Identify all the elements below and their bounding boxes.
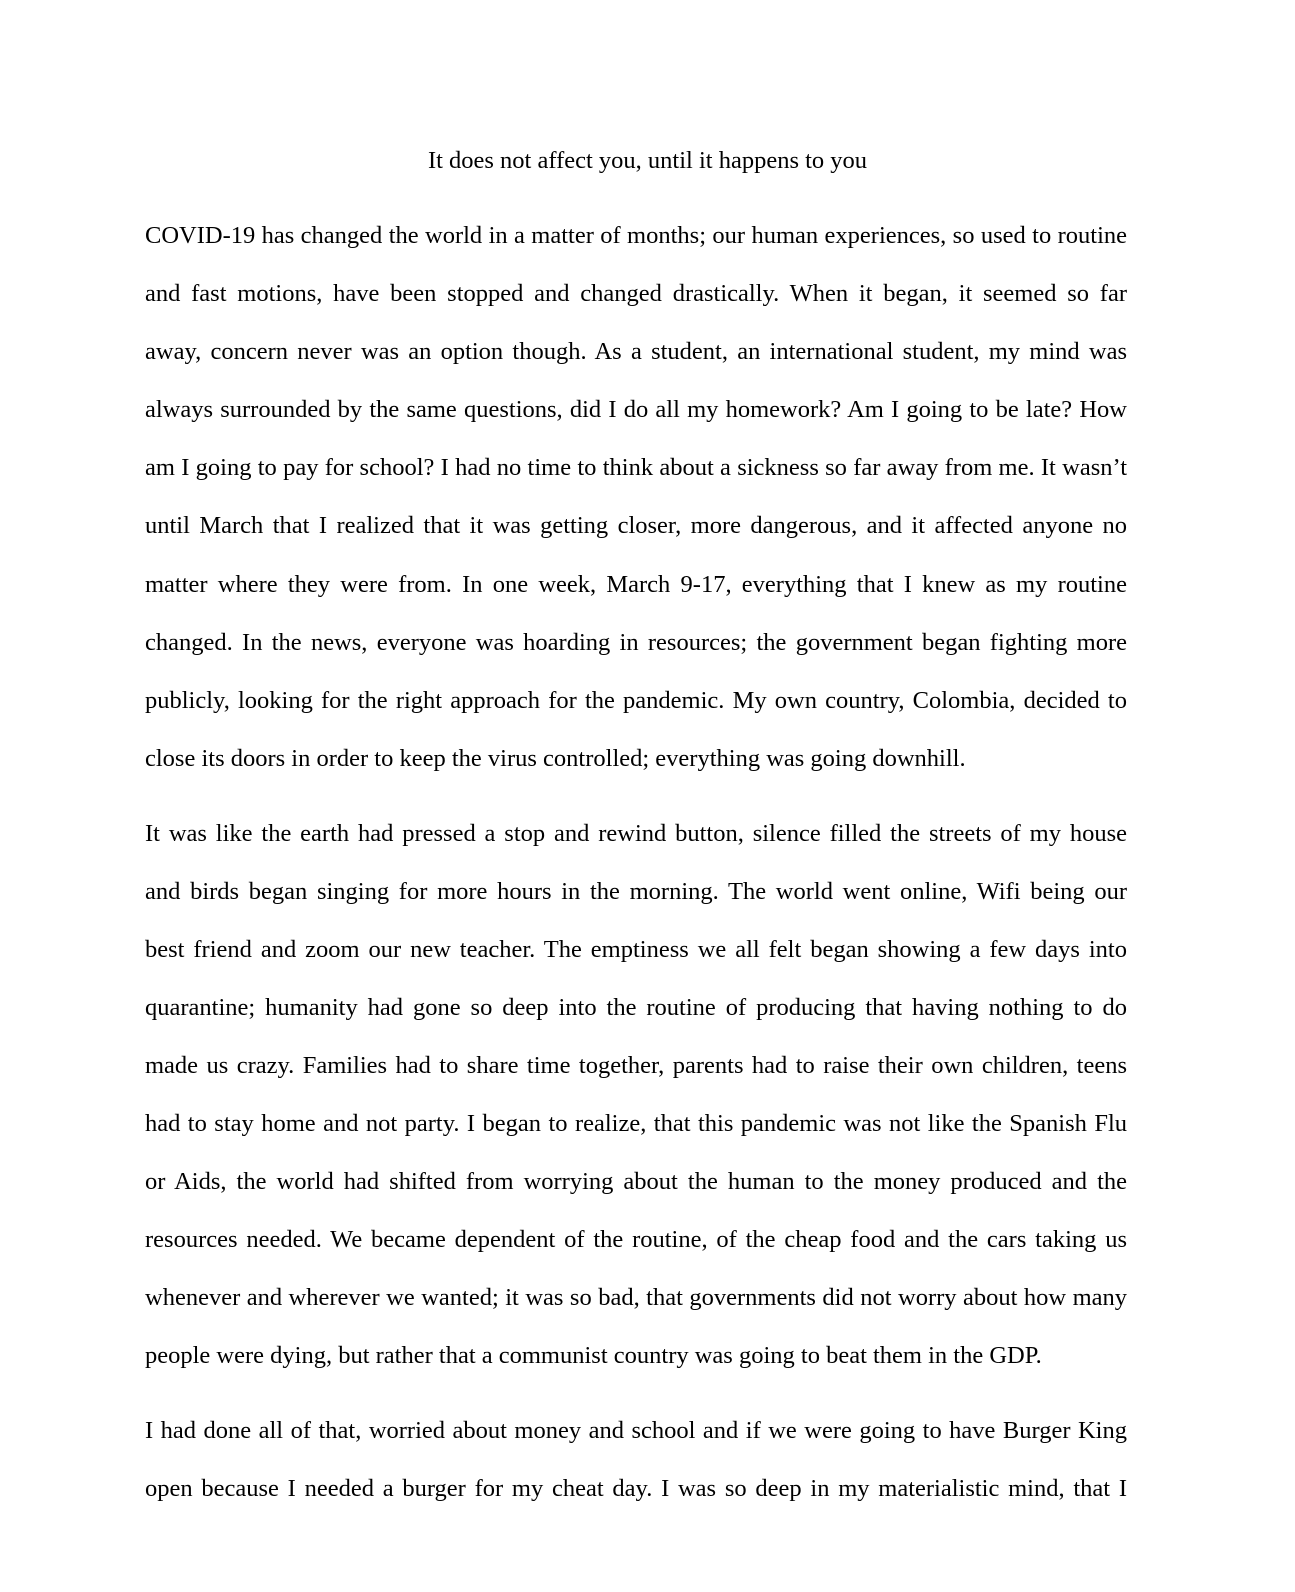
text-line: best friend and zoom our new teacher. The emptiness we all felt began showing a few days into [145, 936, 1127, 963]
text-line: resources needed. We became dependent of the routine, of the cheap food and the cars taking us [145, 1226, 1127, 1253]
text-line: matter where they were from. In one week, March 9-17, everything that I knew as my routine [145, 571, 1127, 598]
text-line: and birds began singing for more hours in the morning. The world went online, Wifi being our [145, 878, 1127, 905]
text-line: away, concern never was an option though. As a student, an international student, my mind was [145, 338, 1127, 365]
text-line: am I going to pay for school? I had no time to think about a sickness so far away from me. It wasn’t [145, 454, 1127, 481]
text-line: always surrounded by the same questions, did I do all my homework? Am I going to be late? How [145, 396, 1127, 423]
text-line: open because I needed a burger for my cheat day. I was so deep in my materialistic mind, that I [145, 1475, 1127, 1502]
text-line: or Aids, the world had shifted from worrying about the human to the money produced and the [145, 1168, 1127, 1195]
text-line: It was like the earth had pressed a stop and rewind button, silence filled the streets of my house [145, 820, 1127, 847]
text-line: I had done all of that, worried about money and school and if we were going to have Burger King [145, 1417, 1127, 1444]
document-title: It does not affect you, until it happens to you [427, 147, 868, 174]
text-line: quarantine; humanity had gone so deep into the routine of producing that having nothing to do [145, 994, 1127, 1021]
text-line: close its doors in order to keep the virus controlled; everything was going downhill. [145, 745, 966, 772]
text-line: changed. In the news, everyone was hoarding in resources; the government began fighting more [145, 629, 1127, 656]
text-line: people were dying, but rather that a communist country was going to beat them in the GDP. [145, 1342, 1042, 1369]
text-line: made us crazy. Families had to share time together, parents had to raise their own children, teens [145, 1052, 1127, 1079]
text-line: publicly, looking for the right approach for the pandemic. My own country, Colombia, decided to [145, 687, 1127, 714]
text-line: had to stay home and not party. I began to realize, that this pandemic was not like the Spanish Flu [145, 1110, 1127, 1137]
text-line: COVID-19 has changed the world in a matter of months; our human experiences, so used to routine [145, 222, 1127, 249]
text-line: and fast motions, have been stopped and changed drastically. When it began, it seemed so far [145, 280, 1127, 307]
text-line: whenever and wherever we wanted; it was so bad, that governments did not worry about how many [145, 1284, 1127, 1311]
text-line: until March that I realized that it was getting closer, more dangerous, and it affected anyone no [145, 512, 1127, 539]
